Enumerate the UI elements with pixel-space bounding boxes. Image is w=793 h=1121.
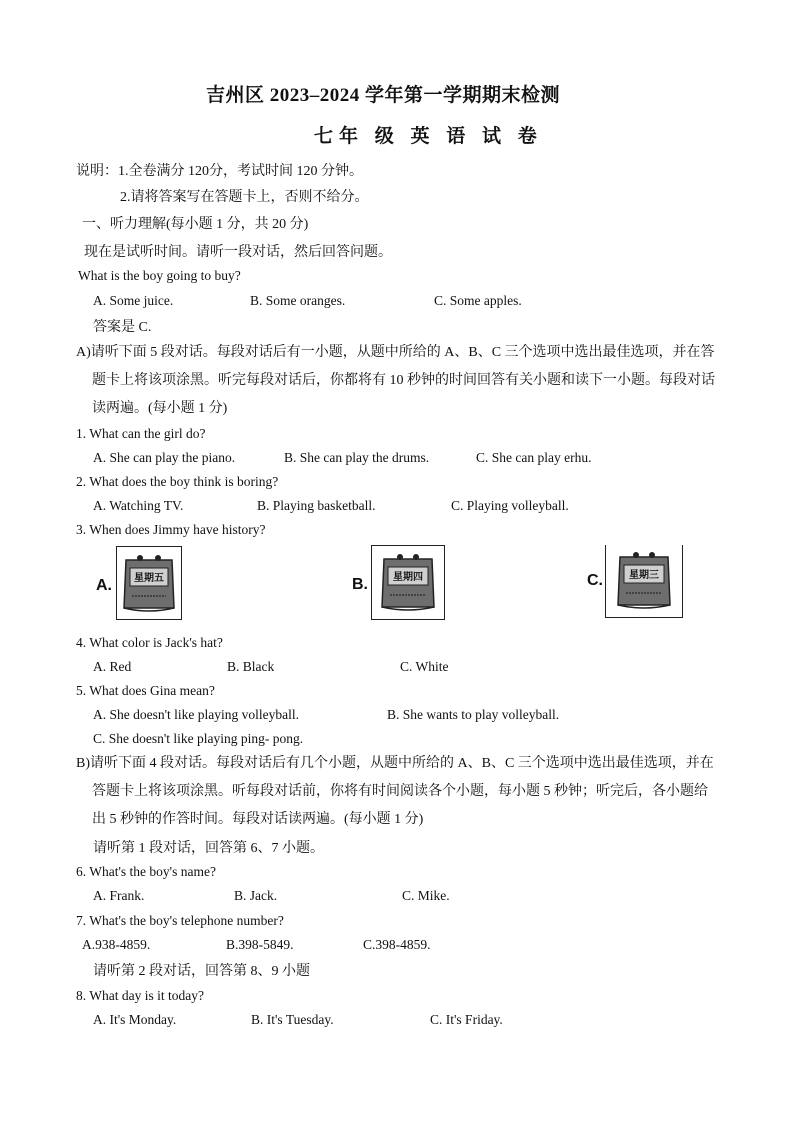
part-a-line-3: 读两遍。(每小题 1 分) xyxy=(92,401,228,416)
q5-option-c: C. She doesn't like playing ping- pong. xyxy=(93,731,304,746)
question-5: 5. What does Gina mean? xyxy=(76,683,215,698)
calendar-day-label: 星期五 xyxy=(134,573,164,584)
trial-question: What is the boy going to buy? xyxy=(78,268,241,283)
question-1: 1. What can the girl do? xyxy=(76,426,206,441)
q1-option-a: A. She can play the piano. xyxy=(93,450,236,465)
q3-option-b-letter: B. xyxy=(352,576,368,593)
calendar-icon xyxy=(120,550,178,614)
part-a-line-2: 题卡上将该项涂黑。听完每段对话后，你都将有 10 秒钟的时间回答有关小题和读下一小题。每段对话 xyxy=(92,373,715,388)
part-a-instructions xyxy=(76,339,718,423)
trial-option-c: C. Some apples. xyxy=(434,293,522,308)
question-2: 2. What does the boy think is boring? xyxy=(76,474,279,489)
calendar-icon xyxy=(378,549,438,613)
q4-option-a: A. Red xyxy=(93,659,132,674)
trial-option-b: B. Some oranges. xyxy=(250,293,346,308)
dialogue-1-instruction: 请听第 1 段对话，回答第 6、7 小题。 xyxy=(93,841,324,856)
calendar-icon xyxy=(614,547,674,611)
dialogue-2-instruction: 请听第 2 段对话，回答第 8、9 小题 xyxy=(93,964,310,979)
q6-option-a: A. Frank. xyxy=(93,888,145,903)
question-8: 8. What day is it today? xyxy=(76,988,204,1003)
exam-subtitle: 七年 级 英 语 试 卷 xyxy=(314,126,543,147)
question-3: 3. When does Jimmy have history? xyxy=(76,522,266,537)
note-2: 2.请将答案写在答题卡上，否则不给分。 xyxy=(120,190,369,205)
note-1: 说明：1.全卷满分 120分，考试时间 120 分钟。 xyxy=(76,164,363,179)
question-6: 6. What's the boy's name? xyxy=(76,864,216,879)
q8-option-b: B. It's Tuesday. xyxy=(251,1012,334,1027)
q6-option-b: B. Jack. xyxy=(234,888,278,903)
trial-option-a: A. Some juice. xyxy=(93,293,174,308)
q1-option-c: C. She can play erhu. xyxy=(476,450,592,465)
question-4: 4. What color is Jack's hat? xyxy=(76,635,223,650)
q6-option-c: C. Mike. xyxy=(402,888,450,903)
q2-option-b: B. Playing basketball. xyxy=(257,498,376,513)
part-b-line-2: 答题卡上将该项涂黑。听每段对话前，你将有时间阅读各个小题，每小题 5 秒钟；听完后，各小题给 xyxy=(92,784,708,799)
calendar-day-label: 星期四 xyxy=(393,572,423,583)
q7-option-a: A.938-4859. xyxy=(82,937,151,952)
q4-option-b: B. Black xyxy=(227,659,275,674)
part-b-line-1: B)请听下面 4 段对话。每段对话后有几个小题，从题中所给的 A、B、C 三个选项中选出最佳选项，并在 xyxy=(76,756,714,771)
q3-option-c-letter: C. xyxy=(587,572,603,589)
part-b-line-3: 出 5 秒钟的作答时间。每段对话读两遍。(每小题 1 分) xyxy=(92,812,424,827)
trial-intro: 现在是试听时间。请听一段对话，然后回答问题。 xyxy=(84,245,392,260)
q7-option-b: B.398-5849. xyxy=(226,937,294,952)
q5-option-a: A. She doesn't like playing volleyball. xyxy=(93,707,300,722)
q5-option-b: B. She wants to play volleyball. xyxy=(387,707,560,722)
exam-title: 吉州区 2023–2024 学年第一学期期末检测 xyxy=(206,85,561,106)
q8-option-c: C. It's Friday. xyxy=(430,1012,503,1027)
trial-answer: 答案是 C. xyxy=(93,320,152,335)
q2-option-c: C. Playing volleyball. xyxy=(451,498,569,513)
q7-option-c: C.398-4859. xyxy=(363,937,431,952)
part-b-instructions xyxy=(76,750,718,834)
part-a-line-1: A)请听下面 5 段对话。每段对话后有一小题，从题中所给的 A、B、C 三个选项中选出最佳选项，并在答 xyxy=(76,345,715,360)
section-heading: 一、听力理解(每小题 1 分，共 20 分) xyxy=(82,217,309,232)
q2-option-a: A. Watching TV. xyxy=(93,498,184,513)
q3-option-a-letter: A. xyxy=(96,577,112,594)
question-7: 7. What's the boy's telephone number? xyxy=(76,913,284,928)
q4-option-c: C. White xyxy=(400,659,449,674)
calendar-day-label: 星期三 xyxy=(629,570,659,581)
q8-option-a: A. It's Monday. xyxy=(93,1012,177,1027)
q1-option-b: B. She can play the drums. xyxy=(284,450,430,465)
